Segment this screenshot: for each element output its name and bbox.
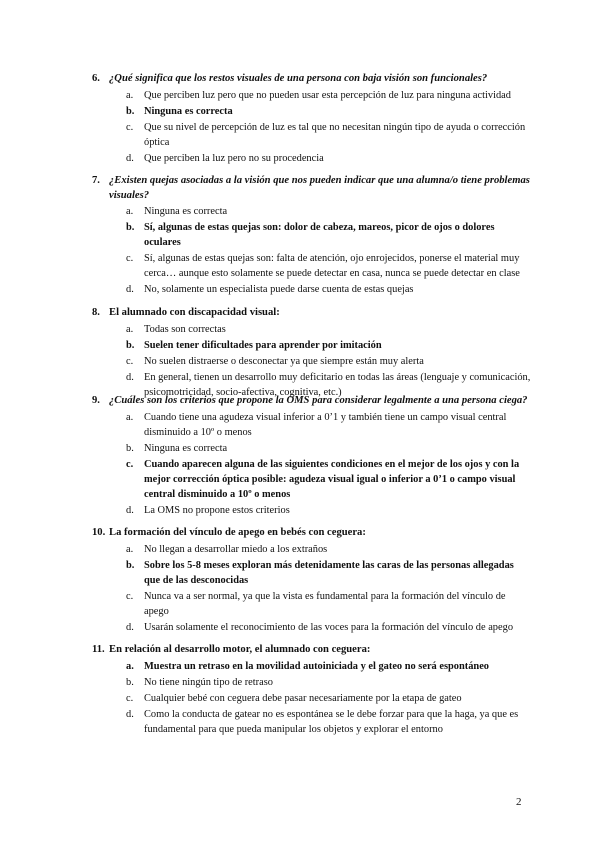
question-8 [92, 306, 532, 401]
option-c [126, 691, 532, 706]
option-text: Cuando tiene una agudeza visual inferior a 0’1 y también tiene un campo visual central disminuido a 10º o menos [144, 411, 507, 438]
option-list [92, 88, 532, 166]
option-list [92, 659, 532, 737]
option-letter: b. [126, 676, 134, 688]
option-letter: a. [126, 206, 134, 217]
question-10 [92, 526, 532, 636]
option-b-correct [126, 104, 532, 119]
option-letter: a. [126, 411, 134, 423]
option-letter: b. [126, 222, 135, 233]
option-text: Nunca va a ser normal, ya que la vista es fundamental para la formación del vínculo de apego [144, 590, 506, 617]
option-letter: a. [126, 323, 134, 335]
option-letter: b. [126, 559, 135, 571]
option-text: La OMS no propone estos criterios [144, 504, 290, 516]
option-text: No suelen distraerse o desconectar ya que siempre están muy alerta [144, 355, 424, 367]
option-b-correct [126, 558, 532, 588]
option-c [126, 120, 532, 150]
option-letter: c. [126, 121, 134, 133]
question-text: En relación al desarrollo motor, el alumnado con ceguera: [109, 644, 371, 655]
option-list [92, 322, 532, 400]
option-b [126, 675, 532, 690]
option-text: Que su nivel de percepción de luz es tal que no necesitan ningún tipo de ayuda o corrección óptica [144, 121, 526, 148]
option-text: No, solamente un especialista puede darse cuenta de estas quejas [144, 284, 414, 295]
option-letter: d. [126, 504, 134, 516]
question-number: 11. [92, 644, 105, 655]
page-number: 2 [516, 796, 522, 808]
option-text: Muestra un retraso en la movilidad autoiniciada y el gateo no será espontáneo [144, 660, 490, 672]
option-text: Que perciben la luz pero no su procedencia [144, 152, 324, 164]
option-c-correct [126, 457, 532, 502]
option-d [126, 282, 532, 297]
question-6 [92, 72, 532, 167]
option-text: Ninguna es correcta [144, 206, 228, 217]
option-letter: d. [126, 284, 134, 295]
option-text: Ninguna es correcta [144, 105, 233, 117]
question-number: 8. [92, 307, 100, 318]
option-c [126, 589, 532, 619]
option-a-correct [126, 659, 532, 674]
question-number: 10. [92, 527, 106, 538]
option-a [126, 88, 532, 103]
question-7 [92, 174, 532, 298]
question-11 [92, 643, 532, 738]
option-b-correct [126, 338, 532, 353]
option-a [126, 204, 532, 219]
option-letter: a. [126, 89, 134, 101]
option-letter: b. [126, 105, 135, 117]
option-letter: d. [126, 371, 134, 383]
option-text: Como la conducta de gatear no es espontánea se le debe forzar para que la haga, ya que es fundamental para que pueda manipular los objetos y explorar el entorno [144, 708, 519, 735]
question-text: La formación del vínculo de apego en bebés con ceguera: [109, 527, 366, 538]
option-text: Sobre los 5-8 meses exploran más detenidamente las caras de las personas allegadas que de las desconocidas [144, 559, 514, 586]
option-letter: d. [126, 152, 134, 164]
option-a [126, 542, 532, 557]
option-a [126, 410, 532, 440]
question-number: 7. [92, 175, 100, 186]
question-text: El alumnado con discapacidad visual: [109, 307, 280, 318]
option-text: Cuando aparecen alguna de las siguientes condiciones en el mejor de los ojos y con la mejor corrección óptica posible: agudeza visual igual o inferior a 0’1 o campo visual central disminuido a 10º o menos [144, 458, 520, 500]
question-text: ¿Cuáles son los criterios que propone la OMS para considerar legalmente a una persona ciega? [109, 395, 528, 406]
option-text: No tiene ningún tipo de retraso [144, 676, 273, 688]
option-letter: c. [126, 692, 134, 704]
option-d [126, 503, 532, 518]
option-letter: c. [126, 590, 134, 602]
option-b [126, 441, 532, 456]
option-letter: c. [126, 355, 134, 367]
question-text: ¿Qué significa que los restos visuales de una persona con baja visión son funcionales? [109, 73, 488, 84]
question-number: 9. [92, 395, 100, 406]
option-letter: a. [126, 543, 134, 555]
option-text: Cualquier bebé con ceguera debe pasar necesariamente por la etapa de gateo [144, 692, 462, 704]
option-letter: b. [126, 442, 134, 454]
option-c [126, 251, 532, 281]
option-text: No llegan a desarrollar miedo a los extraños [144, 543, 328, 555]
option-list [92, 542, 532, 635]
option-a [126, 322, 532, 337]
option-d [126, 620, 532, 635]
option-text: Sí, algunas de estas quejas son: dolor de cabeza, mareos, picor de ojos o dolores oculares [144, 222, 495, 248]
option-letter: c. [126, 253, 134, 264]
option-letter: c. [126, 458, 134, 470]
question-9 [92, 394, 532, 519]
option-d [126, 151, 532, 166]
option-c [126, 354, 532, 369]
option-text: Todas son correctas [144, 323, 226, 335]
option-letter: d. [126, 621, 134, 633]
option-d [126, 707, 532, 737]
option-letter: d. [126, 708, 134, 720]
option-letter: a. [126, 660, 134, 672]
option-text: Usarán solamente el reconocimiento de las voces para la formación del vínculo de apego [144, 621, 514, 633]
option-b-correct [126, 220, 532, 250]
option-list [92, 410, 532, 518]
option-list [92, 204, 532, 297]
option-text: Sí, algunas de estas quejas son: falta de atención, ojo enrojecidos, ponerse el material muy cerca… aunque esto solamente se puede detectar en casa, nunca se puede detectar en clase [144, 253, 520, 279]
question-number: 6. [92, 73, 100, 84]
option-letter: b. [126, 339, 135, 351]
question-text: ¿Existen quejas asociadas a la visión que nos pueden indicar que una alumna/o tiene problemas visuales? [109, 175, 530, 201]
option-text: En general, tienen un desarrollo muy deficitario en todas las áreas (lenguaje y comunicación, psicomotricidad, socio-afectiva, cognitiva, etc.) [144, 371, 531, 398]
option-text: Suelen tener dificultades para aprender por imitación [144, 339, 382, 351]
option-text: Que perciben luz pero que no pueden usar esta percepción de luz para ninguna actividad [144, 89, 511, 101]
option-text: Ninguna es correcta [144, 442, 228, 454]
